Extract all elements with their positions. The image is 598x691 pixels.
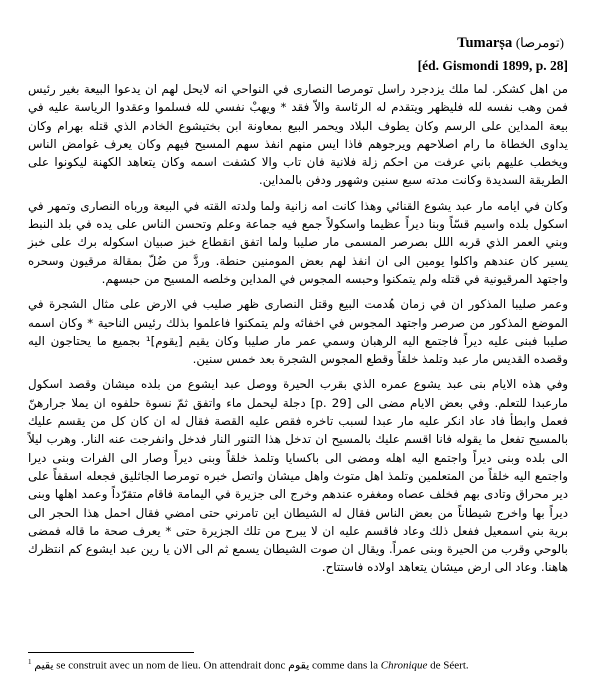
entry-title-arabic: (تومرصا) (515, 35, 564, 50)
footnote-marker: 1 (28, 658, 32, 666)
footnote (28, 658, 588, 672)
paragraph-4: وفي هذه الايام بنى عبد يشوع عمره الذي بقرب الحيرة ووصل عبد ايشوع من بلده ميشان وقصد اسكول مارعبدا للتعلم. وفي بعض الايام مضى الى [p. 29] دجلة ليحمل ماء واتفق ثمّ نسوة حلفوه ان يملا جرارهنّ فعمل وابطأ فاد عاد انكر عليه مار عبدا لسبب تاخره فقص عليه القصة فقال له ان كان كل من يقسم عليك بالمسيح تفعل ما يقوله فانا اقسم عليك بالمسيح ان تدخل هذا التنور النار فدخل وانفرجت عنه النار. وهرب ليلاً الى بلده وبنى ديراً واجتمع اليه اهله ومضى الى باكسايا وتلمذ خلقاً وبنى ديراً وصار الى الفرات وبنى ديرا واجتمع اليه خلقاً من المتعلمين وتلمذ اهل متوث واهل ميشان واتصل خبره تومرصا الجاثليق فجعله اسقفاً على دير محراق وتادى بهم فخلف عصاه ومغفره عندهم وخرج الى جزيرة في اليمامة فاقام متقرّداً وعمد اهلها وبنى ديراً بها واخرج شيطاناً من بعض الناس فقال له الشيطان اين تامرني حتى امضي فقال احمل هذا الحجر الى برية بني اسمعيل ففعل ذلك وعاد فاقسم عليه ان لا يبرح من تلك الجزيرة حتى * يعرف صحة ما قاله فمضى بالوحي وقرب من الحيرة وبنى عمراً. ويقال ان صوت الشيطان يسمع ثم الى الان يا رين عبد ايشوع كم انتظرك هاهنا. وعاد الى ارض ميشان يتعاهد اولاده فاستتاح. (28, 377, 568, 575)
arabic-body (28, 80, 568, 584)
footnote-text-1: se construit avec un nom de lieu. On attendrait donc (56, 659, 286, 672)
footnote-divider (28, 652, 194, 653)
footnote-text-2: comme dans la (312, 659, 378, 672)
edition-reference: [éd. Gismondi 1899, p. 28] (417, 58, 568, 73)
entry-title (457, 35, 568, 52)
footnote-text-3: de Séert. (430, 659, 469, 672)
paragraph-3: وعمر صليبا المذكور ان في زمان هُدمت البيع وقتل النصارى ظهر صليب في الارض على مثال الشجرة في الموضع المذكور من صرصر واجتهد المجوس في اخفائه ولم يتمكنوا فاعلموا بذلك رئيس الناحية * وكان اسمه صليبا فبنى عليه ديراً فاجتمع اليه الرهبان وسمي عمر مار صليبا وكان يقيم [يقوم]¹ بجميع ما يحتاجون اليه وقصده القديس مار عبد وتلمذ خلقاً وقطع المجوس الشجرة بعد خمس سنين. (28, 297, 568, 367)
footnote-arabic-word: يقيم (34, 659, 54, 672)
paragraph-2: وكان في ايامه مار عبد يشوع القنائي وهذا كانت امه زانية ولما ولدته القته في البيعة ورباه النصارى وتمهر في اسكول بلده واسيم قسّاً وبنا ديراً عظيما واسكولاً جمع فيه جماعة وعلم وتحسن الناس على يده في بلد النبط وبني العمر الذي قربه اللل بصرصر المسمى مار صليبا ولما اتفق انقطاع خبز صبيان اسكوله برك على خبز يسير كان عندهم واكلوا يومين الى ان انفذ لهم بعض المومنين حنطة. وردَّ من ضُلّ بمقالة مرقيون وسحره واجتهد المرقيونية في قتله ولم يتمكنوا وحبسه المجوس في المداين وخلصه المسيح من حبسهم. (28, 198, 568, 286)
paragraph-1: من اهل كشكر. لما ملك يزدجرد راسل تومرصا النصارى في النواحي انه لايحل لهم ان يدعوا البيعة بغير رئيس فمن وهب نفسه لله فليظهر ويتقدم له الرئاسة والاّ فقد * ويهبْ نفسي لله فسلموا وعقدوا الرياسة عليه في بيعة المداين على الرسم وكان يطوف البلاد ويحمر البيع بمعاونة ابن بختيشوع الخادم الذي قتله بهرام وكان يداوى الخطاة ما رام اصلاحهم ويرجوهم فاذا ايس منهم انفذ سهم المسيح فيهم وكان يعرف غوامض الناس ويخطب عليهم باني عرفت من احكم زلة فلانية فان تاب والا كشفت اسمه وكان يتعاهد الكهنة ليكونوا على الطريقة السديدة وكانت مدته سبع سنين وشهور ودفن بالمداين. (28, 82, 568, 188)
footnote-chronicle-title: Chronique (380, 659, 428, 672)
entry-title-latin: Tumarṣa (457, 35, 513, 51)
footnote-arabic-word-2: يقوم (288, 659, 310, 672)
